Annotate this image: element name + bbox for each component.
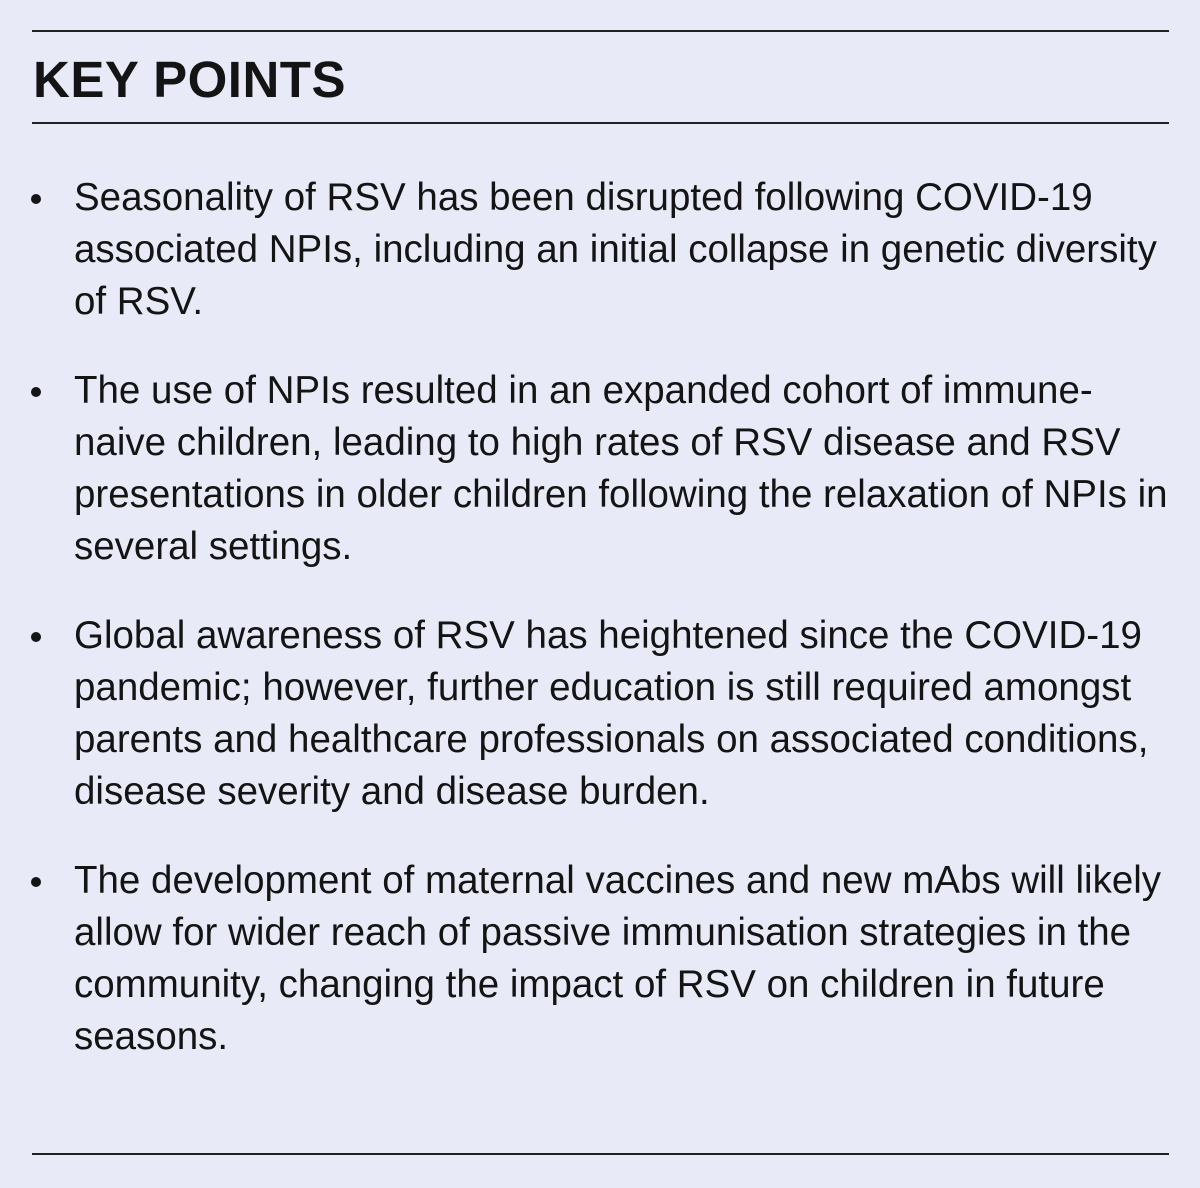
- key-point-text: The use of NPIs resulted in an expanded cohort of immune-naive children, leading to high rates of RSV disease and RSV presentations in older children following the relaxation of NPIs in several settings.: [74, 369, 1168, 568]
- key-point-text: The development of maternal vaccines and new mAbs will likely allow for wider reach of passive immunisation strategies in the community, changing the impact of RSV on children in future seasons.: [74, 859, 1162, 1058]
- key-point-text: Seasonality of RSV has been disrupted following COVID-19 associated NPIs, including an initial collapse in genetic diversity of RSV.: [74, 176, 1157, 323]
- key-point-item: [28, 855, 1178, 1063]
- key-point-item: [28, 365, 1178, 573]
- top-rule: [32, 30, 1169, 32]
- bottom-rule: [32, 1153, 1169, 1155]
- key-points-heading: KEY POINTS: [33, 51, 346, 108]
- key-points-list: [28, 172, 1178, 1063]
- bullet-icon: [31, 387, 41, 397]
- heading-rule: [32, 122, 1169, 124]
- bullet-icon: [31, 632, 41, 642]
- key-point-text: Global awareness of RSV has heightened since the COVID-19 pandemic; however, further education is still required amongst parents and healthcare professionals on associated conditions, disease severity and disease burden.: [74, 614, 1149, 813]
- bullet-icon: [31, 194, 41, 204]
- bullet-icon: [31, 877, 41, 887]
- key-point-item: [28, 610, 1178, 818]
- key-point-item: [28, 172, 1178, 328]
